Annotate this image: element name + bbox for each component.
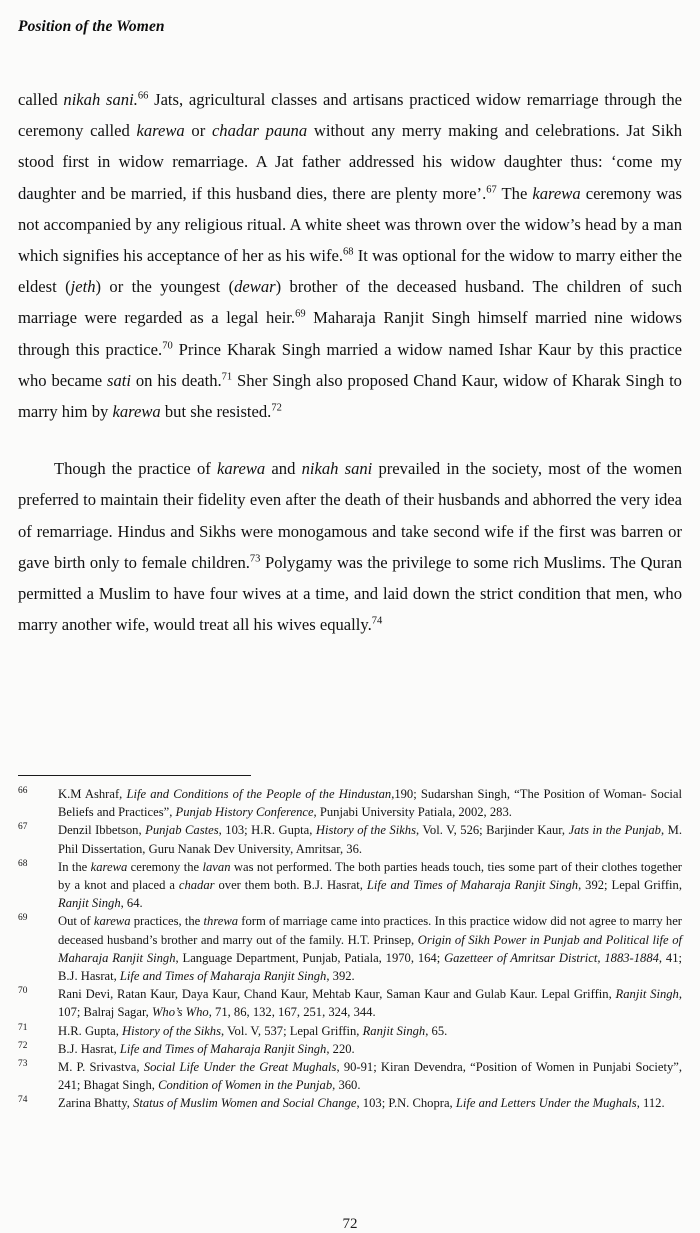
- page-running-header: Position of the Women: [18, 18, 165, 35]
- footnote-item: [18, 785, 682, 821]
- footnote-text: H.R. Gupta, History of the Sikhs, Vol. V, 537; Lepal Griffin, Ranjit Singh, 65.: [58, 1023, 448, 1038]
- footnote-item: [18, 858, 682, 913]
- body-paragraph-1: called nikah sani.$^{66}$ Jats, agricultural classes and artisans practiced widow remarriage through the ceremony called karewa or chadar pauna without any merry making and celebrations. Jat Sikh stood first in widow remarriage. A Jat father addressed his widow daughter thus: ‘come my daughter and be married, if this husband dies, there are plenty more’.$^{67}$ The karewa ceremony was not accompanied by any religious ritual. A white sheet was thrown over the widow’s head by a man which signifies his acceptance of her as his wife.$^{68}$ It was optional for the widow to marry either the eldest (jeth) or the youngest (dewar) brother of the deceased husband. The children of such marriage were regarded as a legal heir.$^{69}$ Maharaja Ranjit Singh himself married nine widows through this practice.$^{70}$ Prince Kharak Singh married a widow named Ishar Kaur by this practice who became sati on his death.$^{71}$ Sher Singh also proposed Chand Kaur, widow of Kharak Singh to marry him by karewa but she resisted.$^{72}$: [18, 90, 683, 422]
- footnote-number: 67: [18, 822, 28, 833]
- footnote-number: 74: [18, 1095, 28, 1106]
- footnote-item: [18, 821, 682, 857]
- footnote-text: Out of karewa practices, the threwa form of marriage came into practices. In this practice widow did not agree to marry her deceased husband’s brother and marry out of the family. H.T. Prinsep, Origin of Sikh Power in Punjab and Political life of Maharaja Ranjit Singh, Language Department, Punjab, Patiala, 1970, 164; Gazetteer of Amritsar District, 1883-1884, 41; B.J. Hasrat, Life and Times of Maharaja Ranjit Singh, 392.: [58, 914, 683, 984]
- footnote-area: [18, 775, 682, 1113]
- footnote-text: Rani Devi, Ratan Kaur, Daya Kaur, Chand Kaur, Mehtab Kaur, Saman Kaur and Gulab Kaur. Lepal Griffin, Ranjit Singh, 107; Balraj Sagar, Who’s Who, 71, 86, 132, 167, 251, 324, 344.: [58, 987, 682, 1020]
- footnote-text: Denzil Ibbetson, Punjab Castes, 103; H.R. Gupta, History of the Sikhs, Vol. V, 526; Barjinder Kaur, Jats in the Punjab, M. Phil Dissertation, Guru Nanak Dev University, Amritsar, 36.: [58, 823, 682, 856]
- footnote-number: 71: [18, 1022, 28, 1033]
- footnote-item: [18, 1040, 682, 1058]
- footnote-number: 70: [18, 986, 28, 997]
- footnote-list: [18, 785, 682, 1113]
- footnote-text: K.M Ashraf, Life and Conditions of the People of the Hindustan,190; Sudarshan Singh, “The Position of Woman- Social Beliefs and Practices”, Punjab History Conference, Punjabi University Patiala, 2002, 283.: [58, 787, 682, 820]
- body-paragraph-2: Though the practice of karewa and nikah sani prevailed in the society, most of the women preferred to maintain their fidelity even after the death of their husbands and abhorred the very idea of remarriage. Hindus and Sikhs were monogamous and take second wife if the first was barren or gave birth only to female children.$^{73}$ Polygamy was the privilege to some rich Muslims. The Quran permitted a Muslim to have four wives at a time, and laid down the strict condition that men, who marry another wife, would treat all his wives equally.$^{74}$: [18, 459, 683, 635]
- body-text-region: [18, 84, 682, 640]
- footnote-item: [18, 912, 682, 985]
- footnote-text: Zarina Bhatty, Status of Muslim Women and Social Change, 103; P.N. Chopra, Life and Letters Under the Mughals, 112.: [58, 1096, 665, 1111]
- footnote-item: [18, 985, 682, 1021]
- footnote-number: 66: [18, 786, 28, 796]
- footnote-text: M. P. Srivastva, Social Life Under the Great Mughals, 90-91; Kiran Devendra, “Position of Women in Punjabi Society”, 241; Bhagat Singh, Condition of Women in the Punjab, 360.: [58, 1060, 682, 1093]
- footnote-text: B.J. Hasrat, Life and Times of Maharaja Ranjit Singh, 220.: [58, 1041, 355, 1056]
- footnote-number: 69: [18, 913, 28, 924]
- footnote-number: 72: [18, 1040, 28, 1051]
- footnote-item: [18, 1058, 682, 1094]
- footnote-item: [18, 1022, 682, 1040]
- footnote-item: [18, 1094, 682, 1112]
- footnote-text: In the karewa ceremony the lavan was not performed. The both parties heads touch, ties some part of their clothes together by a knot and placed a chadar over them both. B.J. Hasrat, Life and Times of Maharaja Ranjit Singh, 392; Lepal Griffin, Ranjit Singh, 64.: [58, 859, 682, 911]
- page-number: 72: [342, 1216, 358, 1232]
- footnote-separator-rule: [18, 775, 251, 776]
- footnote-number: 73: [18, 1059, 28, 1070]
- footnote-number: 68: [18, 858, 28, 869]
